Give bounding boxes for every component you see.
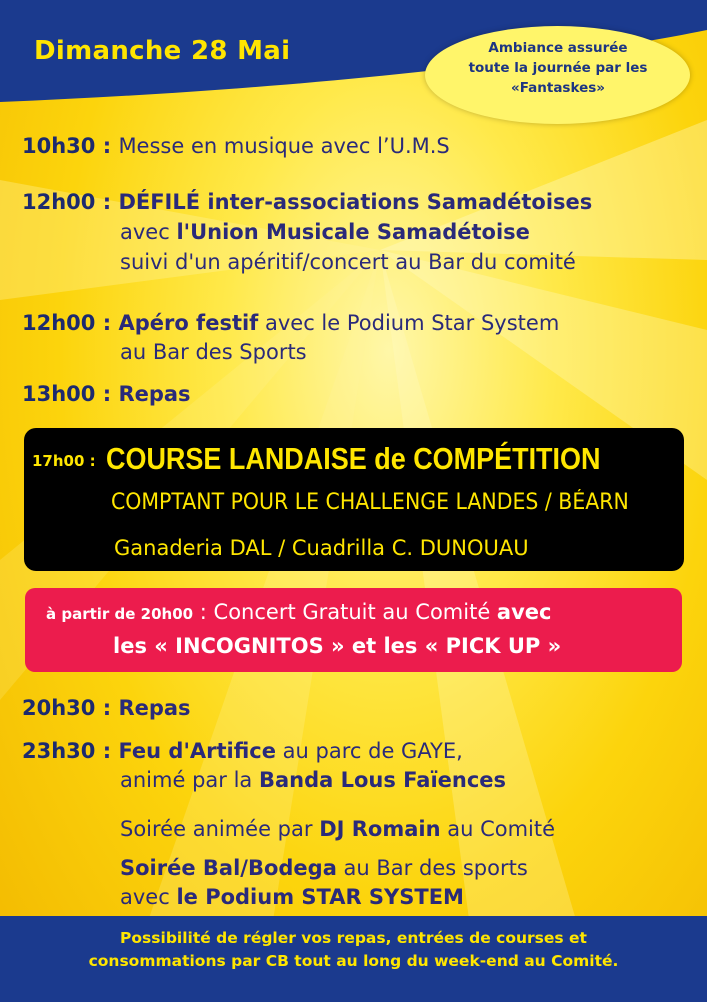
schedule-item-apero-line-2 — [120, 339, 307, 366]
schedule-separator: : — [95, 382, 119, 406]
schedule-highlight: l'Union Musicale Samadétoise — [176, 220, 530, 244]
schedule-text: suivi d'un apéritif/concert au Bar du comité — [120, 250, 576, 274]
schedule-item-defile-line-2 — [120, 219, 530, 246]
schedule-highlight: DÉFILÉ — [118, 190, 201, 214]
schedule-text: Messe en musique avec l’U.M.S — [118, 134, 450, 158]
concert-bands: les « INCOGNITOS » et les « PICK UP » — [113, 634, 562, 658]
schedule-time: 20h30 — [22, 696, 96, 720]
schedule-text: au Comité — [440, 817, 556, 841]
concert-line-1 — [46, 600, 551, 624]
schedule-text: avec — [120, 885, 177, 909]
schedule-highlight: Soirée Bal/Bodega — [120, 856, 337, 880]
schedule-text: avec le Podium Star System — [258, 311, 560, 335]
concert-start: à partir de 20h00 — [46, 605, 194, 623]
schedule-item-podium — [120, 884, 464, 911]
schedule-item-banda — [120, 767, 506, 794]
schedule-highlight: Feu d'Artifice — [118, 739, 276, 763]
schedule-text: inter-associations Samadétoises — [200, 190, 593, 214]
schedule-time: 13h00 — [22, 382, 96, 406]
event-date: Dimanche 28 Mai — [34, 36, 291, 66]
schedule-item-apero — [22, 310, 559, 337]
schedule-highlight: Apéro festif — [118, 311, 259, 335]
schedule-text: au parc de GAYE, — [276, 739, 463, 763]
schedule-text: animé par la — [120, 768, 259, 792]
schedule-item-repas-midi — [22, 381, 191, 408]
ambiance-line-1: Ambiance assurée — [488, 40, 628, 56]
course-time: 17h00 : — [32, 452, 96, 470]
concert-text: Concert Gratuit au Comité — [213, 600, 497, 624]
course-title: COURSE LANDAISE de COMPÉTITION — [106, 441, 601, 476]
schedule-item-feu-artifice — [22, 738, 463, 765]
schedule-item-repas-soir — [22, 695, 191, 722]
ambiance-line-2: toute la journée par les — [468, 60, 648, 76]
footer-line-1: Possibilité de régler vos repas, entrées de courses et — [120, 929, 587, 947]
concert-highlight: avec — [496, 600, 552, 624]
schedule-separator: : — [95, 739, 119, 763]
ambiance-text — [438, 38, 678, 98]
schedule-highlight: DJ Romain — [319, 817, 441, 841]
schedule-time: 23h30 — [22, 739, 96, 763]
schedule-highlight: le Podium STAR SYSTEM — [176, 885, 464, 909]
ambiance-line-3: «Fantaskes» — [511, 80, 605, 96]
concert-separator: : — [193, 600, 214, 624]
schedule-item-messe — [22, 133, 450, 160]
schedule-separator: : — [95, 134, 119, 158]
schedule-time: 12h00 — [22, 190, 96, 214]
course-subtitle: COMPTANT POUR LE CHALLENGE LANDES / BÉARN — [111, 490, 629, 515]
schedule-item-dj — [120, 816, 555, 843]
schedule-separator: : — [95, 311, 119, 335]
schedule-text: au Bar des Sports — [120, 340, 307, 364]
schedule-highlight: Repas — [118, 696, 191, 720]
schedule-text: avec — [120, 220, 177, 244]
schedule-time: 10h30 — [22, 134, 96, 158]
schedule-item-defile — [22, 189, 592, 216]
schedule-separator: : — [95, 190, 119, 214]
schedule-time: 12h00 — [22, 311, 96, 335]
schedule-highlight: Repas — [118, 382, 191, 406]
schedule-item-bodega — [120, 855, 528, 882]
schedule-text: Soirée animée par — [120, 817, 320, 841]
footer-line-2: consommations par CB tout au long du week-end au Comité. — [88, 952, 619, 970]
schedule-separator: : — [95, 696, 119, 720]
schedule-item-defile-line-3 — [120, 249, 576, 276]
schedule-highlight: Banda Lous Faïences — [258, 768, 507, 792]
course-teams: Ganaderia DAL / Cuadrilla C. DUNOUAU — [114, 536, 529, 560]
schedule-text: au Bar des sports — [336, 856, 528, 880]
